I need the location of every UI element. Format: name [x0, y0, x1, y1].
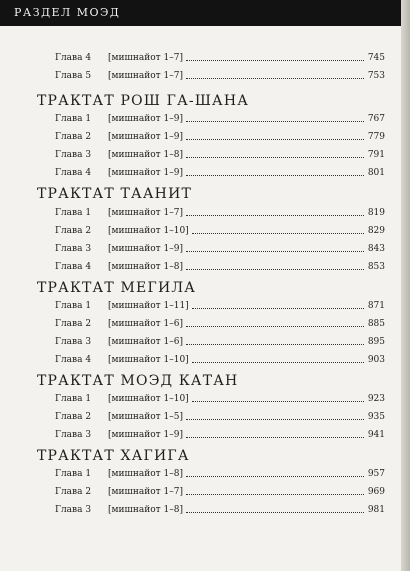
- mishnayot-range: [мишнайот 1–7]: [108, 208, 183, 218]
- dot-leader: [192, 401, 364, 402]
- dot-leader: [186, 60, 364, 61]
- toc-entry: [55, 410, 387, 424]
- mishnayot-range: [мишнайот 1–8]: [108, 150, 183, 160]
- toc-entry: [55, 299, 387, 313]
- page-number: 969: [367, 487, 385, 497]
- chapter-label: Глава 4: [55, 355, 92, 365]
- toc-entry: [55, 166, 387, 180]
- dot-leader: [186, 419, 364, 420]
- page-number: 935: [367, 412, 385, 422]
- dot-leader: [186, 139, 364, 140]
- page-number: 829: [367, 226, 385, 236]
- dot-leader: [186, 437, 364, 438]
- mishnayot-range: [мишнайот 1–8]: [108, 505, 183, 515]
- mishnayot-range: [мишнайот 1–6]: [108, 319, 183, 329]
- dot-leader: [186, 121, 364, 122]
- page-number: 885: [367, 319, 385, 329]
- toc-entry: [55, 317, 387, 331]
- page-number: 957: [367, 469, 385, 479]
- mishnayot-range: [мишнайот 1–7]: [108, 53, 183, 63]
- chapter-label: Глава 3: [55, 244, 92, 254]
- chapter-label: Глава 2: [55, 487, 92, 497]
- tractate-title: ТРАКТАТ ХАГИГА: [37, 448, 190, 464]
- dot-leader: [186, 251, 364, 252]
- dot-leader: [192, 362, 364, 363]
- chapter-label: Глава 3: [55, 430, 92, 440]
- page-number: 853: [367, 262, 385, 272]
- mishnayot-range: [мишнайот 1–8]: [108, 262, 183, 272]
- page-number: 753: [367, 71, 385, 81]
- chapter-label: Глава 3: [55, 337, 92, 347]
- mishnayot-range: [мишнайот 1–9]: [108, 430, 183, 440]
- dot-leader: [192, 233, 364, 234]
- dot-leader: [186, 215, 364, 216]
- mishnayot-range: [мишнайот 1–9]: [108, 244, 183, 254]
- tractate-title: ТРАКТАТ РОШ ГА-ШАНА: [37, 93, 250, 109]
- page-number: 843: [367, 244, 385, 254]
- chapter-label: Глава 5: [55, 71, 92, 81]
- toc-entry: [55, 51, 387, 65]
- mishnayot-range: [мишнайот 1–10]: [108, 394, 189, 404]
- dot-leader: [186, 78, 364, 79]
- mishnayot-range: [мишнайот 1–6]: [108, 337, 183, 347]
- toc-entry: [55, 148, 387, 162]
- mishnayot-range: [мишнайот 1–9]: [108, 168, 183, 178]
- dot-leader: [192, 308, 364, 309]
- toc-entry: [55, 224, 387, 238]
- page-number: 767: [367, 114, 385, 124]
- page-number: 895: [367, 337, 385, 347]
- chapter-label: Глава 2: [55, 319, 92, 329]
- chapter-label: Глава 4: [55, 168, 92, 178]
- chapter-label: Глава 1: [55, 394, 92, 404]
- page-number: 779: [367, 132, 385, 142]
- page-number: 923: [367, 394, 385, 404]
- toc-entry: [55, 467, 387, 481]
- toc-entry: [55, 130, 387, 144]
- dot-leader: [186, 344, 364, 345]
- mishnayot-range: [мишнайот 1–11]: [108, 301, 189, 311]
- mishnayot-range: [мишнайот 1–8]: [108, 469, 183, 479]
- page-number: 903: [367, 355, 385, 365]
- toc-entry: [55, 503, 387, 517]
- page-number: 981: [367, 505, 385, 515]
- dot-leader: [186, 326, 364, 327]
- dot-leader: [186, 512, 364, 513]
- toc-entry: [55, 392, 387, 406]
- chapter-label: Глава 1: [55, 469, 92, 479]
- toc-entry: [55, 260, 387, 274]
- mishnayot-range: [мишнайот 1–10]: [108, 226, 189, 236]
- mishnayot-range: [мишнайот 1–10]: [108, 355, 189, 365]
- page-edge: [401, 0, 410, 571]
- running-header-title: РАЗДЕЛ МОЭД: [14, 6, 121, 19]
- tractate-title: ТРАКТАТ ТААНИТ: [37, 186, 193, 202]
- tractate-title: ТРАКТАТ МЕГИЛА: [37, 280, 197, 296]
- chapter-label: Глава 2: [55, 226, 92, 236]
- toc-entry: [55, 112, 387, 126]
- mishnayot-range: [мишнайот 1–9]: [108, 132, 183, 142]
- page-number: 819: [367, 208, 385, 218]
- mishnayot-range: [мишнайот 1–7]: [108, 487, 183, 497]
- toc-entry: [55, 428, 387, 442]
- chapter-label: Глава 1: [55, 301, 92, 311]
- page-number: 745: [367, 53, 385, 63]
- page-number: 791: [367, 150, 385, 160]
- chapter-label: Глава 4: [55, 53, 92, 63]
- toc-entry: [55, 242, 387, 256]
- dot-leader: [186, 269, 364, 270]
- page-number: 941: [367, 430, 385, 440]
- toc-entry: [55, 335, 387, 349]
- page-number: 871: [367, 301, 385, 311]
- chapter-label: Глава 2: [55, 132, 92, 142]
- toc-entry: [55, 206, 387, 220]
- toc-entry: [55, 353, 387, 367]
- toc-entry: [55, 485, 387, 499]
- chapter-label: Глава 3: [55, 150, 92, 160]
- mishnayot-range: [мишнайот 1–9]: [108, 114, 183, 124]
- mishnayot-range: [мишнайот 1–7]: [108, 71, 183, 81]
- dot-leader: [186, 476, 364, 477]
- tractate-title: ТРАКТАТ МОЭД КАТАН: [37, 373, 239, 389]
- chapter-label: Глава 2: [55, 412, 92, 422]
- dot-leader: [186, 157, 364, 158]
- toc-entry: [55, 69, 387, 83]
- chapter-label: Глава 1: [55, 114, 92, 124]
- dot-leader: [186, 175, 364, 176]
- chapter-label: Глава 3: [55, 505, 92, 515]
- chapter-label: Глава 1: [55, 208, 92, 218]
- page-number: 801: [367, 168, 385, 178]
- mishnayot-range: [мишнайот 1–5]: [108, 412, 183, 422]
- dot-leader: [186, 494, 364, 495]
- chapter-label: Глава 4: [55, 262, 92, 272]
